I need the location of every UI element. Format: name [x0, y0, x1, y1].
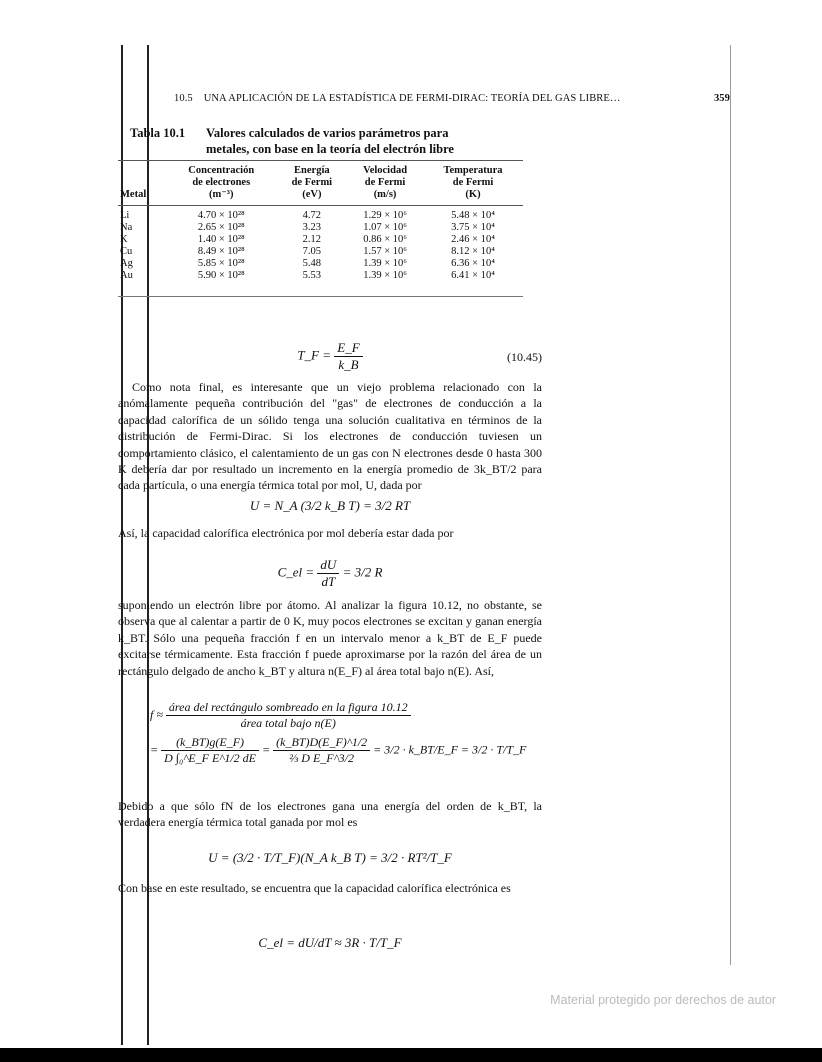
table-cell: 5.48 [302, 258, 322, 269]
eq-numerator: E_F [334, 340, 362, 357]
page-number: 359 [713, 93, 730, 104]
table-cell: 3.75 × 10⁴ [451, 222, 495, 233]
table-cell: 2.46 × 10⁴ [451, 234, 495, 245]
table-row [118, 206, 523, 223]
table-cell: Cu [120, 246, 133, 257]
column-header-line: (m⁻³) [209, 189, 234, 200]
column-header [347, 161, 423, 206]
equation-number: (10.45) [507, 350, 542, 364]
table-cell: 8.49 × 10²⁸ [197, 246, 245, 257]
table-row [118, 246, 523, 258]
column-header-line: (m/s) [373, 189, 397, 200]
table-cell: 1.39 × 10⁶ [347, 270, 423, 297]
paragraph: Como nota final, es interesante que un viejo problema relacionado con la anómalamente pequeña contribución del "gas" de electrones de conducción a la capacidad calorífica de un sólido tenga una solución cualitativa en términos de la distribución de Fermi-Dirac. Si los electrones de conducción tuviesen un comportamiento clásico, el calentamiento de un gas con N electrones desde 0 hasta 300 K debería dar por resultado un incremento en la energía promedio de 3k_BT/2 para cada partícula, o una energía térmica total por mol, U, dada por [118, 380, 542, 493]
eq-numerator: (k_BT)g(E_F) [161, 735, 259, 751]
column-header-line [120, 177, 164, 189]
caption-line: metales, con base en la teoría del electrón libre [206, 142, 454, 156]
equation-10-45 [118, 340, 542, 373]
table-cell: 2.65 × 10²⁸ [197, 222, 245, 233]
paragraph: Así, la capacidad calorífica electrónica por mol debería estar dada por [118, 526, 454, 540]
eq-numerator: dU [317, 557, 339, 574]
table-cell: Au [118, 270, 166, 297]
scan-artifact-line [730, 45, 731, 965]
eq-numerator: (k_BT)D(E_F)^1/2 [273, 735, 370, 751]
eq-rhs: = 3/2 · k_BT/E_F = 3/2 · T/T_F [373, 742, 527, 757]
table-cell: K [120, 234, 128, 245]
table-cell: 1.29 × 10⁶ [363, 210, 407, 221]
table-cell: 5.53 [277, 270, 348, 297]
paragraph: Con base en este resultado, se encuentra que la capacidad calorífica electrónica es [118, 881, 511, 895]
eq-denominator: dT [321, 574, 336, 589]
column-header-line: Energía [294, 165, 330, 176]
table-cell: 1.57 × 10⁶ [363, 246, 407, 257]
table-cell: 1.07 × 10⁶ [363, 222, 407, 233]
column-header-line: Metal [120, 189, 147, 200]
equation-heat-capacity-classical [118, 557, 542, 590]
equation-fraction-f: f ≈ $\frac{\text{área del rectángulo sombreado en la figura 10.12}}{\text{área total bajo n(E)}}$ = $\frac{(k\_BT)g(E\_F)}{\text{D ∫₀\textasciicircum{}E\_F E\textasciicircum{}1/2 dE}}$ = $\frac{(k\_BT)D(E\_F)\^{}1/2}{\text{⅔ D E\_F\textasciicircum{}3/2}}$ = 3/2 · k_BT/E_F = 3/2 · T/T_F [150, 700, 527, 765]
equation-energy-quantum: U = (3/2 · T/T_F)(N_A k_B T) = 3/2 · RT²/T_F [208, 850, 452, 865]
eq-denominator: ⅔ D E_F^3/2 [289, 751, 355, 765]
equation-energy-classical: U = N_A (3/2 k_B T) = 3/2 RT [249, 498, 411, 513]
table-row [118, 270, 523, 297]
table-cell: 7.05 [302, 246, 322, 257]
column-header [118, 161, 166, 206]
table-row [118, 258, 523, 270]
column-header [166, 161, 277, 206]
table-cell: 3.23 [302, 222, 322, 233]
section-title: UNA APLICACIÓN DE LA ESTADÍSTICA DE FERMI-DIRAC: TEORÍA DEL GAS LIBRE… [203, 93, 621, 104]
table-label: Tabla 10.1 [130, 126, 186, 140]
table-caption [130, 125, 530, 157]
caption-line: Valores calculados de varios parámetros para [206, 126, 449, 140]
column-header-line: de Fermi [291, 177, 333, 188]
table-cell: 4.72 [302, 210, 322, 221]
table-cell: 6.36 × 10⁴ [451, 258, 495, 269]
column-header-line [120, 165, 164, 177]
table-cell: Li [120, 210, 130, 221]
table-cell: 4.70 × 10²⁸ [197, 210, 245, 221]
paragraph: Debido a que sólo fN de los electrones gana una energía del orden de k_BT, la verdadera energía térmica total ganada por mol es [118, 799, 542, 830]
table-cell: 0.86 × 10⁶ [363, 234, 407, 245]
eq-denominator: área total bajo n(E) [240, 716, 336, 730]
eq-lhs: C_el = [277, 564, 315, 580]
section-number: 10.5 [174, 93, 193, 104]
eq-lhs: T_F = [297, 347, 332, 363]
table-cell: 5.90 × 10²⁸ [166, 270, 277, 297]
table-cell: 1.39 × 10⁶ [363, 258, 407, 269]
table-cell: 2.12 [302, 234, 322, 245]
table-row [118, 234, 523, 246]
column-header-line: Concentración [188, 165, 255, 176]
column-header-line: de Fermi [364, 177, 406, 188]
table-cell: 8.12 × 10⁴ [451, 246, 495, 257]
column-header [277, 161, 348, 206]
fermi-parameters-table [118, 160, 523, 297]
table-cell: 1.40 × 10²⁸ [197, 234, 245, 245]
column-header-line: (eV) [302, 189, 322, 200]
column-header-line: Velocidad [363, 165, 408, 176]
eq-rhs: = 3/2 R [342, 564, 383, 580]
table-cell: 6.41 × 10⁴ [423, 270, 523, 297]
column-header-line: (K) [465, 189, 481, 200]
table-cell: 5.85 × 10²⁸ [197, 258, 245, 269]
table-row [118, 222, 523, 234]
paragraph: suponiendo un electrón libre por átomo. Al analizar la figura 10.12, no obstante, se observa que al calentar a partir de 0 K, muy pocos electrones se excitan y ganan energía k_BT. Sólo una pequeña fracción f en un intervalo menor a k_BT de E_F puede excitarse térmicamente. Esta fracción f puede aproximarse por la razón del área de un rectángulo delgado de ancho k_BT y altura n(E_F) al área total bajo n(E). Así, [118, 598, 542, 678]
column-header [423, 161, 523, 206]
eq-lhs: f ≈ [150, 707, 163, 722]
table-cell: Ag [120, 258, 133, 269]
running-header [174, 93, 730, 104]
copyright-watermark: Material protegido por derechos de autor [550, 993, 776, 1007]
table-cell: Na [120, 222, 133, 233]
column-header-line: de Fermi [452, 177, 494, 188]
column-header-line: Temperatura [443, 165, 503, 176]
eq-numerator: área del rectángulo sombreado en la figura 10.12 [166, 700, 411, 716]
equation-heat-capacity-electronic: C_el = dU/dT ≈ 3R · T/T_F [258, 935, 402, 950]
column-header-line: de electrones [192, 177, 251, 188]
eq-denominator: k_B [338, 357, 359, 372]
bottom-black-bar [0, 1048, 822, 1062]
table-cell: 5.48 × 10⁴ [451, 210, 495, 221]
eq-denominator: D ∫₀^E_F E^1/2 dE [164, 751, 257, 765]
